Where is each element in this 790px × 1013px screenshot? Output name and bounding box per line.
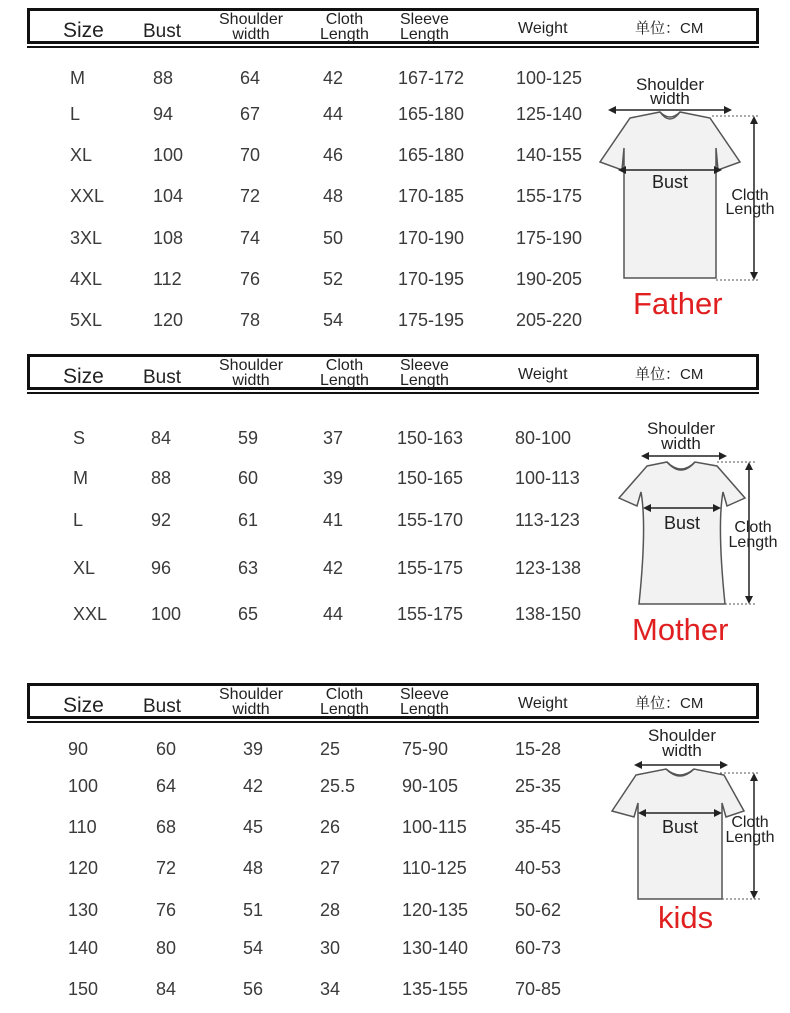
cell-weight: 40-53 [515,858,562,878]
cell-sleeve: 155-175 [397,604,464,624]
cell-cloth: 54 [323,310,344,330]
cell-shoulder: 70 [240,145,261,165]
cell-sleeve: 170-185 [398,186,465,206]
cell-size: L [70,104,81,124]
cell-shoulder: 48 [243,858,264,878]
cell-size: 100 [68,776,99,796]
cell-cloth: 48 [323,186,344,206]
header-cloth-length: Cloth Length [320,357,369,389]
cell-weight: 125-140 [516,104,583,124]
cell-bust: 80 [156,938,177,958]
header-sleeve-length: Sleeve Length [400,686,449,718]
cell-shoulder: 51 [243,900,264,920]
cell-sleeve: 90-105 [402,776,459,796]
header-size: Size [63,19,104,42]
cell-shoulder: 76 [240,269,261,289]
diagram-cloth-length-label: Cloth [731,187,769,204]
header-size: Size [63,365,104,388]
header-bust: Bust [143,367,182,388]
cell-bust: 100 [153,145,184,165]
cell-size: S [73,428,86,448]
cell-bust: 72 [156,858,177,878]
cell-shoulder: 61 [238,510,259,530]
cell-size: 90 [68,739,89,759]
cell-weight: 205-220 [516,310,583,330]
cell-weight: 100-125 [516,68,583,88]
header-bust: Bust [143,696,182,717]
mother-header-bar [27,354,759,390]
cell-bust: 76 [156,900,177,920]
cell-bust: 94 [153,104,174,124]
kids-shirt-diagram [600,723,790,903]
header-shoulder: Shoulder width [219,357,284,389]
cell-weight: 175-190 [516,228,583,248]
cell-size: M [73,468,88,488]
mother-section [0,346,790,666]
svg-text:width: width [662,741,702,760]
cell-shoulder: 54 [243,938,264,958]
kids-header-bar [27,683,759,719]
cell-weight: 155-175 [516,186,583,206]
cell-bust: 88 [151,468,172,488]
cell-cloth: 44 [323,604,344,624]
cell-bust: 108 [153,228,184,248]
cell-cloth: 50 [323,228,344,248]
father-header-bar [27,8,759,44]
svg-text:Length: Length [725,201,775,218]
cell-shoulder: 59 [238,428,259,448]
kids-section [0,675,790,1013]
svg-text:width: width [650,89,690,108]
cell-shoulder: 60 [238,468,259,488]
cell-sleeve: 135-155 [402,979,469,999]
cell-weight: 80-100 [515,428,572,448]
cell-size: L [73,510,84,530]
kids-label: kids [658,900,714,935]
mother-label: Mother [632,612,729,647]
cell-size: M [70,68,85,88]
cell-size: 140 [68,938,99,958]
cell-weight: 35-45 [515,817,562,837]
header-unit: 单位：CM [635,20,704,37]
cell-cloth: 42 [323,558,344,578]
cell-sleeve: 170-195 [398,269,465,289]
header-sleeve-length: Sleeve Length [400,11,449,43]
cell-shoulder: 63 [238,558,259,578]
cell-shoulder: 42 [243,776,264,796]
cell-shoulder: 64 [240,68,261,88]
header-unit: 单位：CM [635,695,704,712]
cell-sleeve: 150-163 [397,428,464,448]
svg-text:Length: Length [728,534,778,551]
cell-bust: 84 [156,979,177,999]
cell-cloth: 25.5 [320,776,356,796]
header-cloth-length: Cloth Length [320,11,369,43]
cell-weight: 123-138 [515,558,582,578]
cell-bust: 104 [153,186,184,206]
father-shirt-diagram [590,70,790,290]
cell-size: 150 [68,979,99,999]
svg-text:width: width [661,434,701,453]
cell-sleeve: 155-170 [397,510,464,530]
cell-size: 5XL [70,310,103,330]
cell-weight: 140-155 [516,145,583,165]
cell-cloth: 25 [320,739,341,759]
cell-sleeve: 155-175 [397,558,464,578]
cell-weight: 138-150 [515,604,582,624]
cell-size: 3XL [70,228,103,248]
cell-size: XL [73,558,96,578]
diagram-bust-label: Bust [651,172,689,192]
cell-size: XXL [70,186,105,206]
cell-size: 4XL [70,269,103,289]
cell-bust: 60 [156,739,177,759]
cell-sleeve: 110-125 [402,858,467,878]
cell-cloth: 44 [323,104,344,124]
cell-sleeve: 100-115 [402,817,467,837]
cell-bust: 84 [151,428,172,448]
cell-bust: 120 [153,310,184,330]
header-bust: Bust [143,21,182,42]
cell-bust: 96 [151,558,172,578]
cell-size: 130 [68,900,99,920]
cell-bust: 88 [153,68,174,88]
cell-cloth: 41 [323,510,344,530]
cell-weight: 50-62 [515,900,562,920]
father-label: Father [633,286,723,321]
diagram-shoulder-label: Shoulder [647,726,717,745]
cell-sleeve: 130-140 [402,938,469,958]
cell-sleeve: 167-172 [398,68,465,88]
header-weight: Weight [518,366,568,383]
header-cloth-length: Cloth Length [320,686,369,718]
cell-sleeve: 150-165 [397,468,464,488]
cell-weight: 25-35 [515,776,562,796]
cell-weight: 60-73 [515,938,562,958]
cell-shoulder: 78 [240,310,261,330]
father-section [0,0,790,350]
diagram-shoulder-label: Shoulder [646,419,716,438]
header-shoulder: Shoulder width [219,686,284,718]
cell-shoulder: 67 [240,104,261,124]
cell-weight: 15-28 [515,739,562,759]
cell-sleeve: 75-90 [402,739,449,759]
header-weight: Weight [518,695,568,712]
cell-bust: 68 [156,817,177,837]
cell-weight: 100-113 [515,468,580,488]
cell-bust: 92 [151,510,172,530]
header-weight: Weight [518,20,568,37]
cell-size: 120 [68,858,99,878]
cell-cloth: 39 [323,468,344,488]
cell-cloth: 34 [320,979,341,999]
cell-shoulder: 74 [240,228,261,248]
cell-cloth: 30 [320,938,341,958]
cell-bust: 100 [151,604,182,624]
cell-sleeve: 165-180 [398,104,465,124]
cell-sleeve: 120-135 [402,900,469,920]
cell-size: 110 [68,817,97,837]
cell-shoulder: 39 [243,739,264,759]
cell-cloth: 52 [323,269,344,289]
diagram-cloth-length-label: Cloth [734,519,772,536]
cell-sleeve: 175-195 [398,310,465,330]
cell-shoulder: 72 [240,186,261,206]
diagram-bust-label: Bust [663,513,701,533]
mother-shirt-diagram [605,416,790,616]
cell-sleeve: 170-190 [398,228,465,248]
cell-cloth: 28 [320,900,341,920]
header-shoulder: Shoulder width [219,11,284,43]
cell-cloth: 37 [323,428,344,448]
cell-weight: 190-205 [516,269,583,289]
header-sleeve-length: Sleeve Length [400,357,449,389]
cell-shoulder: 56 [243,979,264,999]
diagram-shoulder-label: Shoulder [635,75,705,94]
cell-bust: 64 [156,776,177,796]
cell-cloth: 26 [320,817,341,837]
diagram-cloth-length-label: Cloth [731,814,769,831]
cell-weight: 70-85 [515,979,562,999]
cell-cloth: 46 [323,145,344,165]
cell-cloth: 42 [323,68,344,88]
cell-shoulder: 65 [238,604,259,624]
cell-size: XL [70,145,93,165]
cell-sleeve: 165-180 [398,145,465,165]
cell-cloth: 27 [320,858,341,878]
header-size: Size [63,694,104,717]
cell-weight: 113-123 [515,510,580,530]
header-unit: 单位：CM [635,366,704,383]
svg-text:Length: Length [725,829,775,846]
cell-bust: 112 [153,269,182,289]
cell-size: XXL [73,604,108,624]
cell-shoulder: 45 [243,817,264,837]
diagram-bust-label: Bust [661,817,699,837]
